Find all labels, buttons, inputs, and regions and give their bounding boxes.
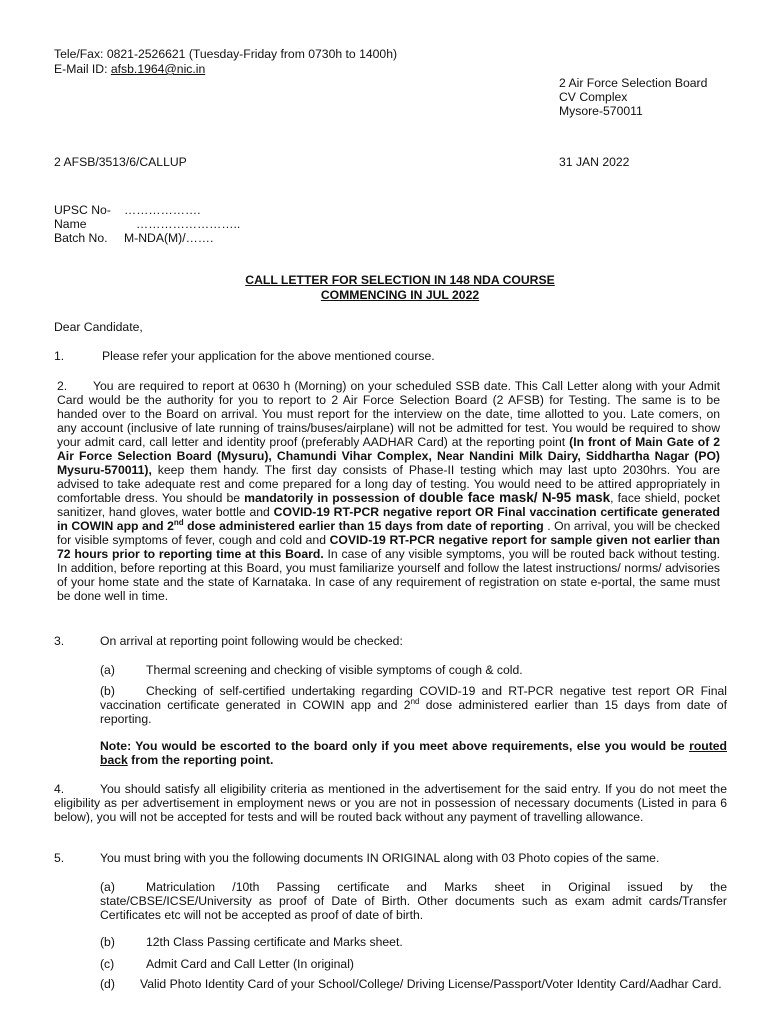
item-text-1: Checking of self-certified undertaking regarding COVID-19 and RT-PCR negative test report OR Final vaccination certificate generated in COWIN app and 2 bbox=[100, 684, 727, 712]
para-4-text: You should satisfy all eligibility criteria as mentioned in the advertisement for the said entry. If you do not meet the eligibility as per advertisement in employment news or you are not in possession of necessary documents (Listed in para 6 below), you will not be accepted for tests and will be routed back without any payment of travelling allowance. bbox=[54, 782, 727, 824]
mandatory-items-intro: mandatorily in possession of bbox=[244, 491, 419, 505]
para-5-item-b bbox=[100, 935, 727, 949]
para-4 bbox=[54, 782, 727, 824]
para-4-number: 4. bbox=[54, 782, 65, 796]
mask-requirement: double face mask/ N-95 mask bbox=[419, 490, 611, 505]
para-3-item-b bbox=[100, 684, 727, 726]
para-2-text-3: , face shield, pocket sanitizer, hand gloves, water bottle and bbox=[57, 491, 721, 519]
address-line-3: Mysore-570011 bbox=[559, 104, 643, 118]
item-label: (b) bbox=[100, 684, 115, 698]
batch-row bbox=[54, 231, 240, 245]
para-3-note bbox=[100, 739, 727, 767]
batch-value: M-NDA(M)/……. bbox=[124, 231, 214, 245]
upsc-row bbox=[54, 203, 240, 217]
reporting-point-address: (In front of Main Gate of 2 Air Force Selection Board (Mysuru), Chamundi Vihar Complex, Near Nandini Milk Dairy, Siddhartha Nagar (PO) Mysuru-570011), bbox=[57, 435, 720, 477]
reference-number: 2 AFSB/3513/6/CALLUP bbox=[54, 155, 187, 169]
email-label: E-Mail ID: bbox=[54, 62, 111, 76]
para-2-text-1: You are required to report at 0630 h (Morning) on your scheduled SSB date. This Call Letter along with your Admit Card would be the authority for you to report to 2 Air Force Selection Board (2 AFSB) for Testing. The same is to be handed over to the Board on arrival. You must report for the interview on the date, time allotted to you. Late comers, on any account (inclusive of late running of trains/buses/airplane) will not be admitted for test. You would be required to show your admit card, call letter and identity proof (preferably AADHAR Card) at the reporting point bbox=[57, 379, 720, 449]
para-1-number: 1. bbox=[54, 349, 65, 363]
upsc-label: UPSC No- bbox=[54, 203, 111, 217]
para-5-item-c bbox=[100, 957, 727, 971]
para-2 bbox=[57, 379, 720, 603]
para-2-text-4: . On arrival, you will be checked for visible symptoms of fever, cough and cold and bbox=[57, 519, 720, 547]
item-text: Matriculation /10th Passing certificate and Marks sheet in Original issued by the state/CBSE/ICSE/University as proof of Date of Birth. Other documents such as exam admit cards/Transfer Certificates etc will not be accepted as proof of date of birth. bbox=[100, 880, 727, 922]
para-2-text-2: keep them handy. The first day consists of Phase-II testing which may last upto 2030hrs. You are advised to take adequate rest and come prepared for a long day of testing. You would need to be attired appropriately in comfortable dress. You should be bbox=[57, 463, 720, 505]
para-5-text: You must bring with you the following documents IN ORIGINAL along with 03 Photo copies of the same. bbox=[100, 851, 660, 865]
item-text: Valid Photo Identity Card of your School/College/ Driving License/Passport/Voter Identity Card/Aadhar Card. bbox=[140, 977, 722, 991]
para-5-item-d bbox=[100, 977, 740, 991]
ordinal-suffix: nd bbox=[410, 696, 420, 706]
item-text: Thermal screening and checking of visible symptoms of cough & cold. bbox=[146, 663, 523, 677]
item-text: Admit Card and Call Letter (In original) bbox=[146, 957, 354, 971]
ordinal-suffix: nd bbox=[173, 517, 184, 527]
item-text: 12th Class Passing certificate and Marks sheet. bbox=[146, 935, 403, 949]
para-5 bbox=[54, 851, 746, 865]
note-text-2: from the reporting point. bbox=[127, 753, 274, 767]
item-label: (a) bbox=[100, 663, 115, 677]
para-3-text: On arrival at reporting point following would be checked: bbox=[100, 634, 403, 648]
note-text-1: Note: You would be escorted to the board only if you meet above requirements, else you would be bbox=[100, 739, 690, 753]
item-label: (b) bbox=[100, 935, 115, 949]
address-line-1: 2 Air Force Selection Board bbox=[559, 76, 708, 90]
candidate-block bbox=[54, 203, 240, 245]
name-label: Name bbox=[54, 217, 87, 231]
letter-title-line-1: CALL LETTER FOR SELECTION IN 148 NDA COURSE bbox=[245, 273, 555, 287]
covid-report-requirement: COVID-19 RT-PCR negative report OR Final vaccination certificate generated in COWIN app and 2 bbox=[57, 505, 720, 533]
para-2-number: 2. bbox=[57, 379, 68, 393]
para-3 bbox=[54, 634, 403, 648]
name-value: …………………….. bbox=[136, 217, 241, 231]
para-1-text: Please refer your application for the above mentioned course. bbox=[102, 349, 435, 363]
dose-timing-requirement: dose administered earlier than 15 days from date of reporting bbox=[183, 519, 544, 533]
address-line-2: CV Complex bbox=[559, 90, 628, 104]
telefax-line: Tele/Fax: 0821-2526621 (Tuesday-Friday from 0730h to 1400h) bbox=[54, 47, 398, 61]
email-link[interactable]: afsb.1964@nic.in bbox=[110, 62, 206, 76]
para-3-item-a bbox=[100, 663, 727, 677]
letter-date: 31 JAN 2022 bbox=[559, 155, 630, 169]
para-5-number: 5. bbox=[54, 851, 65, 865]
batch-label: Batch No. bbox=[54, 231, 108, 245]
item-label: (a) bbox=[100, 880, 115, 894]
para-2-text-5: In case of any visible symptoms, you will be routed back without testing. In addition, before reporting at this Board, you must familiarize yourself and follow the latest instructions/ norms/ advisories of your home state and the state of Karnataka. In case of any requirement of registration on state e-portal, the same must be done well in time. bbox=[57, 547, 720, 603]
para-1 bbox=[54, 349, 746, 363]
note-routed-back: routed back bbox=[100, 739, 727, 767]
email-line bbox=[54, 62, 205, 76]
address-block bbox=[559, 76, 707, 118]
item-label: (c) bbox=[100, 957, 115, 971]
para-3-number: 3. bbox=[54, 634, 65, 648]
upsc-value: ………………. bbox=[124, 203, 201, 217]
name-row bbox=[54, 217, 240, 231]
item-text-2: dose administered earlier than 15 days from date of reporting. bbox=[100, 698, 727, 726]
item-label: (d) bbox=[100, 977, 115, 991]
salutation: Dear Candidate, bbox=[54, 320, 143, 334]
letter-title-line-2: COMMENCING IN JUL 2022 bbox=[320, 288, 480, 302]
rtpcr-72-hour-requirement: COVID-19 RT-PCR negative report for sample given not earlier than 72 hours prior to reporting time at this Board. bbox=[57, 533, 720, 561]
para-5-item-a bbox=[100, 880, 727, 922]
